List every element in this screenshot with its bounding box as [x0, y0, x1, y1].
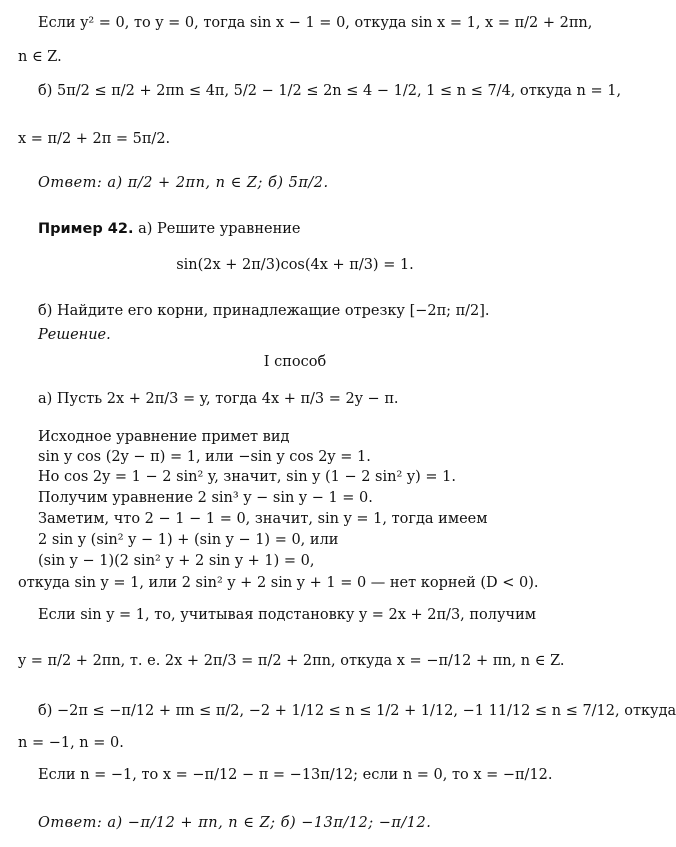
text-line-15: б) −2π ≤ −π/12 + πn ≤ π/2, −2 + 1/12 ≤ n ≤ 1/2 + 1/12, −1 11/12 ≤ n ≤ 7/12, откуда	[38, 703, 676, 719]
example-heading-line	[38, 220, 300, 238]
example-task-a: а) Решите уравнение	[138, 221, 301, 237]
text-line-6: sin y cos (2y − π) = 1, или −sin y cos 2y = 1.	[38, 449, 371, 465]
text-line-10: 2 sin y (sin² y − 1) + (sin y − 1) = 0, или	[38, 532, 339, 548]
equation-main: sin(2x + 2π/3)cos(4x + π/3) = 1.	[176, 257, 414, 273]
text-line-11: (sin y − 1)(2 sin² y + 2 sin y + 1) = 0,	[38, 553, 315, 569]
text-line-7: Но cos 2y = 1 − 2 sin² y, значит, sin y (1 − 2 sin² y) = 1.	[38, 469, 456, 485]
text-line-substitution: а) Пусть 2x + 2π/3 = y, тогда 4x + π/3 = 2y − π.	[38, 391, 399, 407]
method-heading: I способ	[263, 354, 327, 370]
text-line-17: Если n = −1, то x = −π/12 − π = −13π/12; если n = 0, то x = −π/12.	[38, 767, 553, 783]
text-line-16: n = −1, n = 0.	[18, 735, 124, 751]
text-line-12: откуда sin y = 1, или 2 sin² y + 2 sin y + 1 = 0 — нет корней (D < 0).	[18, 575, 539, 591]
answer-line-1: Ответ: а) π/2 + 2πn, n ∈ Z; б) 5π/2.	[38, 175, 329, 191]
text-line-3: б) 5π/2 ≤ π/2 + 2πn ≤ 4π, 5/2 − 1/2 ≤ 2n ≤ 4 − 1/2, 1 ≤ n ≤ 7/4, откуда n = 1,	[38, 83, 622, 99]
text-line-5: Исходное уравнение примет вид	[38, 429, 290, 445]
text-line-1: Если y² = 0, то y = 0, тогда sin x − 1 = 0, откуда sin x = 1, x = π/2 + 2πn,	[38, 15, 593, 31]
text-line-2: n ∈ Z.	[18, 49, 62, 65]
text-line-8: Получим уравнение 2 sin³ y − sin y − 1 = 0.	[38, 490, 373, 506]
text-line-9: Заметим, что 2 − 1 − 1 = 0, значит, sin y = 1, тогда имеем	[38, 511, 488, 527]
text-line-4: x = π/2 + 2π = 5π/2.	[18, 131, 171, 147]
answer-line-2: Ответ: а) −π/12 + πn, n ∈ Z; б) −13π/12; −π/12.	[38, 815, 432, 831]
text-line-13: Если sin y = 1, то, учитывая подстановку y = 2x + 2π/3, получим	[38, 607, 537, 623]
text-line-14: y = π/2 + 2πn, т. е. 2x + 2π/3 = π/2 + 2πn, откуда x = −π/12 + πn, n ∈ Z.	[18, 653, 565, 669]
text-line-task-b: б) Найдите его корни, принадлежащие отрезку [−2π; π/2].	[38, 303, 490, 319]
example-number: Пример 42.	[38, 221, 134, 237]
solution-label: Решение.	[38, 327, 111, 343]
